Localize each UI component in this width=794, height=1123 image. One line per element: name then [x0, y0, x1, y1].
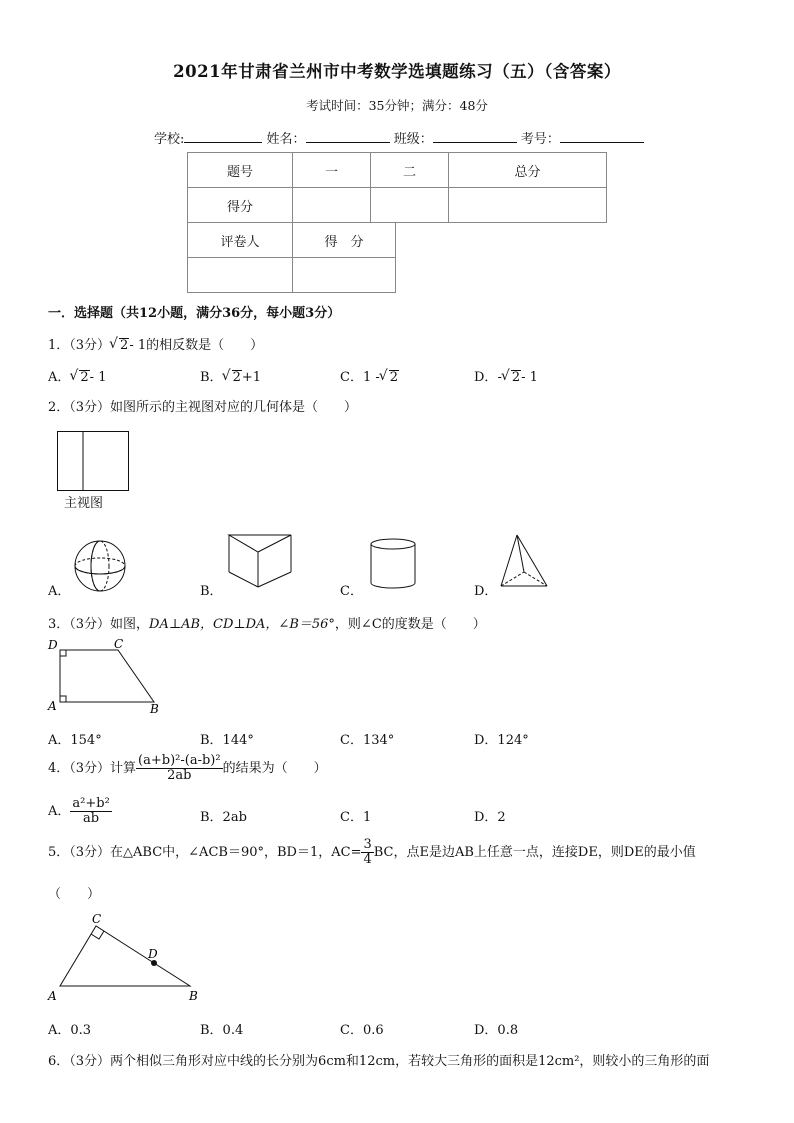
option-label: B．	[200, 370, 223, 385]
q3-option-a[interactable]: A．154°	[48, 733, 102, 748]
radicand: 2	[389, 370, 399, 385]
triangular-pyramid-icon	[500, 534, 552, 590]
trapezoid-figure	[44, 636, 174, 720]
score-header-cell: 总分	[449, 153, 607, 188]
question-2: 2．（3分）如图所示的主视图对应的几何体是（ ）	[48, 400, 358, 415]
q1-radicand: 2	[120, 338, 129, 353]
question-4	[48, 754, 327, 783]
q5-paren: （ ）	[48, 887, 101, 902]
front-view-figure	[57, 431, 129, 491]
q1-suffix: - 1的相反数是（ ）	[129, 338, 264, 353]
exam-info: 考试时间：35分钟；满分：48分	[306, 98, 488, 113]
student-info-line	[154, 128, 644, 147]
q3-suffix: ，则∠C的度数是（ ）	[334, 617, 486, 632]
q4-a-fraction	[70, 797, 111, 826]
q2-option-d[interactable]: D．	[474, 584, 498, 599]
number-blank[interactable]	[560, 130, 644, 143]
label-a: A	[48, 989, 57, 1003]
front-view-caption: 主视图	[64, 496, 104, 511]
sphere-icon	[74, 540, 128, 594]
name-label: 姓名：	[266, 132, 306, 147]
q1-b-sqrt	[223, 370, 242, 385]
q3-option-c[interactable]: C．134°	[340, 733, 395, 748]
option-label: A．	[48, 804, 71, 819]
class-blank[interactable]	[433, 130, 517, 143]
q2-option-a[interactable]: A．	[48, 584, 71, 599]
label-b: B	[189, 989, 198, 1003]
q2-option-b[interactable]: B．	[200, 584, 223, 599]
option-label: C．	[340, 370, 363, 385]
q4-numerator: (a+b)²-(a-b)²	[138, 753, 221, 768]
label-a: A	[48, 699, 57, 713]
q2-option-c[interactable]: C．	[340, 584, 363, 599]
q1-a-sqrt	[70, 370, 89, 385]
school-label: 学校:	[154, 132, 185, 147]
label-c: C	[92, 912, 102, 926]
q5-denominator: 4	[363, 852, 372, 867]
option-tail: - 1	[89, 370, 107, 385]
numerator: a²+b²	[72, 796, 110, 811]
q1-d-sqrt	[502, 370, 521, 385]
score-header-cell: 题号	[188, 153, 293, 188]
score-table	[187, 152, 607, 223]
page-title: 2021年甘肃省兰州市中考数学选填题练习（五）（含答案）	[173, 62, 621, 81]
label-c: C	[114, 637, 124, 651]
q4-denominator: 2ab	[167, 768, 192, 783]
q4-suffix: 的结果为（ ）	[222, 761, 327, 776]
q3-prefix: 3．（3分）如图，	[48, 617, 150, 632]
q1-sqrt	[110, 338, 129, 353]
name-blank[interactable]	[306, 130, 390, 143]
section-heading: 一．选择题（共12小题，满分36分，每小题3分）	[48, 306, 341, 321]
q5-fraction	[361, 838, 373, 867]
grader-score-label: 得 分	[293, 223, 396, 258]
radicand: 2	[232, 370, 241, 385]
grader-score-cell[interactable]	[293, 258, 396, 293]
question-5	[48, 838, 696, 867]
school-blank[interactable]	[184, 130, 262, 143]
q5-prefix: 5．（3分）在△ABC中，∠ACB＝90°，BD＝1，AC=	[48, 845, 362, 860]
question-1	[48, 334, 263, 353]
grader-cell[interactable]	[188, 258, 293, 293]
q3-option-b[interactable]: B．144°	[200, 733, 254, 748]
triangular-prism-icon	[228, 534, 294, 588]
option-head: 1 -	[362, 370, 380, 385]
q4-option-c[interactable]: C．1	[340, 810, 372, 825]
label-d: D	[148, 947, 158, 961]
option-tail: +1	[241, 370, 262, 385]
class-label: 班级：	[393, 132, 433, 147]
q4-prefix: 4．（3分）计算	[48, 761, 137, 776]
q3-condition: DA⊥AB，CD⊥DA，∠B＝56°	[149, 617, 335, 632]
q1-c-sqrt	[380, 370, 399, 385]
grader-label: 评卷人	[188, 223, 293, 258]
score-cell[interactable]	[449, 188, 607, 223]
option-label: A．	[48, 370, 71, 385]
question-3	[48, 613, 486, 632]
radicand: 2	[511, 370, 521, 385]
q5-option-b[interactable]: B．0.4	[200, 1023, 244, 1038]
option-tail: - 1	[521, 370, 538, 385]
q5-option-c[interactable]: C．0.6	[340, 1023, 384, 1038]
denominator: ab	[83, 811, 100, 826]
q1-option-c[interactable]	[340, 366, 399, 385]
radicand: 2	[80, 370, 89, 385]
score-cell[interactable]	[371, 188, 449, 223]
q5-option-d[interactable]: D．0.8	[474, 1023, 519, 1038]
q4-option-a[interactable]	[48, 797, 112, 826]
question-6: 6．（3分）两个相似三角形对应中线的长分别为6cm和12cm，若较大三角形的面积是12cm²，则较小的三角形的面	[48, 1054, 710, 1069]
option-head: -	[497, 370, 502, 385]
q4-fraction	[136, 754, 223, 783]
q4-option-d[interactable]: D．2	[474, 810, 506, 825]
label-b: B	[150, 702, 159, 716]
q1-prefix: 1．（3分）	[48, 338, 111, 353]
q3-option-d[interactable]: D．124°	[474, 733, 529, 748]
score-header-cell: 一	[293, 153, 371, 188]
label-d: D	[48, 638, 58, 652]
score-header-cell: 二	[371, 153, 449, 188]
score-row-label: 得分	[188, 188, 293, 223]
score-cell[interactable]	[293, 188, 371, 223]
q1-option-d[interactable]	[474, 366, 538, 385]
number-label: 考号：	[520, 132, 560, 147]
q5-numerator: 3	[363, 837, 372, 852]
q1-option-b[interactable]	[200, 366, 261, 385]
q4-option-b[interactable]: B．2ab	[200, 810, 247, 825]
grader-table	[187, 222, 396, 293]
option-label: D．	[474, 370, 498, 385]
right-triangle-figure	[44, 910, 208, 1006]
q5-middle: BC，点E是边AB上任意一点，连接DE，则DE的最小值	[373, 845, 696, 860]
cylinder-icon	[370, 538, 418, 590]
q1-option-a[interactable]	[48, 366, 106, 385]
q5-option-a[interactable]: A．0.3	[48, 1023, 92, 1038]
